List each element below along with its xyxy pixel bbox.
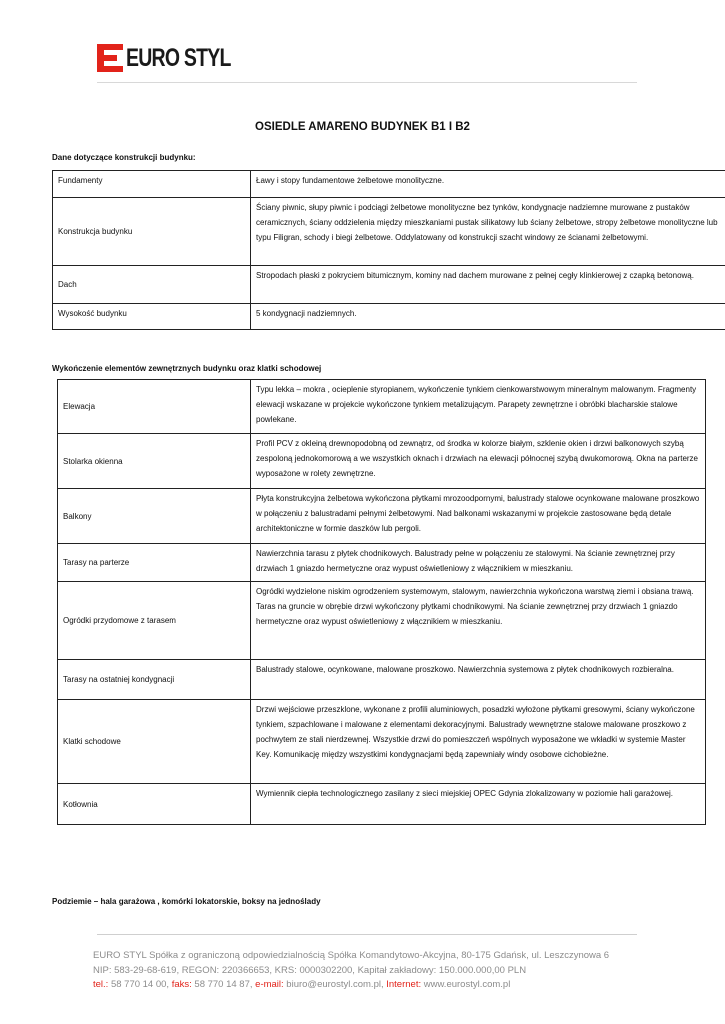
- row-label: Tarasy na ostatniej kondygnacji: [58, 660, 251, 700]
- fax-label: faks:: [171, 979, 192, 990]
- section-heading-construction: Dane dotyczące konstrukcji budynku:: [52, 153, 196, 162]
- row-text: Typu lekka – mokra , ocieplenie styropianem, wykończenie tynkiem cienkowarstwowym mineralnym malowanym. Fragmenty elewacji wskazane w projekcie wykończone tynkiem metalizującym. Parapety zewnętrzne i obróbki blacharskie stalowe powlekane.: [251, 380, 706, 434]
- row-text: 5 kondygnacji nadziemnych.: [251, 304, 725, 330]
- row-text: Ławy i stopy fundamentowe żelbetowe monolityczne.: [251, 171, 725, 198]
- construction-table: [52, 170, 725, 330]
- table-row: [53, 198, 725, 266]
- row-label: Konstrukcja budynku: [53, 198, 251, 266]
- web-label: Internet:: [386, 979, 422, 990]
- row-text: Ściany piwnic, słupy piwnic i podciągi żelbetowe monolityczne bez tynków, kondygnacje nadziemne murowane z pustaków ceramicznych, ściany oddzielenia między mieszkaniami pustak silikatowy lub ściany żelbetowe, stropy żelbetowe monolityczne lub typu Filigran, schody i biegi żelbetowe. Oddylatowany od konstrukcji szacht windowy ze ścianami żelbetowymi.: [251, 198, 725, 266]
- row-text: Ogródki wydzielone niskim ogrodzeniem systemowym, stalowym, nawierzchnia wykończona warstwą ziemi i obsiana trawą. Taras na gruncie w obrębie drzwi wykończony płytkami chodnikowymi. Na ścianie zewnętrznej przy drzwiach 1 gniazdo hermetyczne oraz wypust oświetleniowy z włącznikiem w mieszkaniu.: [251, 582, 706, 660]
- header-divider: [97, 82, 637, 83]
- tel-label: tel.:: [93, 979, 109, 990]
- website-link[interactable]: www.eurostyl.com.pl: [421, 979, 511, 990]
- footer-registry-line: NIP: 583-29-68-619, REGON: 220366653, KRS: 0000302200, Kapitał zakładowy: 150.000.000,00 PLN: [93, 964, 527, 976]
- footer: [93, 949, 609, 993]
- row-label: Dach: [53, 266, 251, 304]
- table-row: [58, 700, 706, 784]
- eurostyl-logo-mark-icon: [97, 44, 123, 72]
- table-row: [58, 582, 706, 660]
- table-row: [53, 266, 725, 304]
- row-label: Wysokość budynku: [53, 304, 251, 330]
- footer-contact-line: [93, 978, 609, 993]
- row-text: Balustrady stalowe, ocynkowane, malowane proszkowo. Nawierzchnia systemowa z płytek chodnikowych rozbieralna.: [251, 660, 706, 700]
- row-text: Profil PCV z okleiną drewnopodobną od zewnątrz, od środka w kolorze białym, szklenie okien i drzwi balkonowych szybą zespoloną jednokomorową a we wszystkich oknach i drzwiach na elewacji północnej szybą dwukomorową. Okna na parterze wyposażone w rolety zewnętrzne.: [251, 434, 706, 489]
- tel-value: 58 770 14 00,: [108, 979, 172, 990]
- row-label: Elewacja: [58, 380, 251, 434]
- table-row: [58, 380, 706, 434]
- table-row: [58, 489, 706, 544]
- table-row: [53, 304, 725, 330]
- footer-divider: [97, 934, 637, 935]
- logo-text: EURO STYL: [126, 43, 231, 72]
- footer-company-line: EURO STYL Spółka z ograniczoną odpowiedzialnością Spółka Komandytowo-Akcyjna, 80-175 Gdańsk, ul. Leszczynowa 6: [93, 950, 610, 961]
- table-row: [53, 171, 725, 198]
- row-label: Tarasy na parterze: [58, 544, 251, 582]
- row-label: Fundamenty: [53, 171, 251, 198]
- row-label: Stolarka okienna: [58, 434, 251, 489]
- table-row: [58, 784, 706, 825]
- section-heading-underground: Podziemie – hala garażowa , komórki lokatorskie, boksy na jednoślady: [52, 897, 321, 906]
- page-title: OSIEDLE AMARENO BUDYNEK B1 I B2: [255, 121, 470, 133]
- eurostyl-logo: [97, 43, 260, 73]
- section-heading-exterior: Wykończenie elementów zewnętrznych budynku oraz klatki schodowej: [52, 364, 322, 373]
- row-label: Kotłownia: [58, 784, 251, 825]
- table-row: [58, 660, 706, 700]
- email-label: e-mail:: [255, 979, 284, 990]
- row-label: Klatki schodowe: [58, 700, 251, 784]
- table-row: [58, 434, 706, 489]
- row-text: Stropodach płaski z pokryciem bitumicznym, kominy nad dachem murowane z pełnej cegły klinkierowej z czapką betonową.: [251, 266, 725, 304]
- row-text: Płyta konstrukcyjna żelbetowa wykończona płytkami mrozoodpornymi, balustrady stalowe ocynkowane malowane proszkowo w połączeniu z balustradami pełnymi żelbetowymi. Nad balkonami wskazanymi w projekcie zastosowane będą detale architektoniczne w formie daszków lub pergoli.: [251, 489, 706, 544]
- fax-value: 58 770 14 87,: [191, 979, 256, 990]
- table-row: [58, 544, 706, 582]
- row-text: Wymiennik ciepła technologicznego zasilany z sieci miejskiej OPEC Gdynia zlokalizowany w poziomie hali garażowej.: [251, 784, 706, 825]
- exterior-table: [57, 379, 706, 825]
- row-text: Nawierzchnia tarasu z płytek chodnikowych. Balustrady pełne w połączeniu ze stalowymi. Na ścianie zewnętrznej przy drzwiach 1 gniazdo hermetyczne oraz wypust oświetleniowy z włącznikiem w mieszkaniu.: [251, 544, 706, 582]
- row-label: Balkony: [58, 489, 251, 544]
- email-link[interactable]: biuro@eurostyl.com.pl,: [283, 979, 387, 990]
- row-text: Drzwi wejściowe przeszklone, wykonane z profili aluminiowych, posadzki wyłożone płytkami gresowymi, ściany wykończone tynkiem, szpachlowane i malowane z elementami dekoracyjnymi. Balustrady wewnętrzne stalowe malowane proszkowo z pochwytem ze stali nierdzewnej. Wszystkie drzwi do pomieszczeń wspólnych wyposażone we wkładki w systemie Master Key. Komunikację między wszystkimi kondygnacjami będą zapewniały windy osobowe cichobieżne.: [251, 700, 706, 784]
- row-label: Ogródki przydomowe z tarasem: [58, 582, 251, 660]
